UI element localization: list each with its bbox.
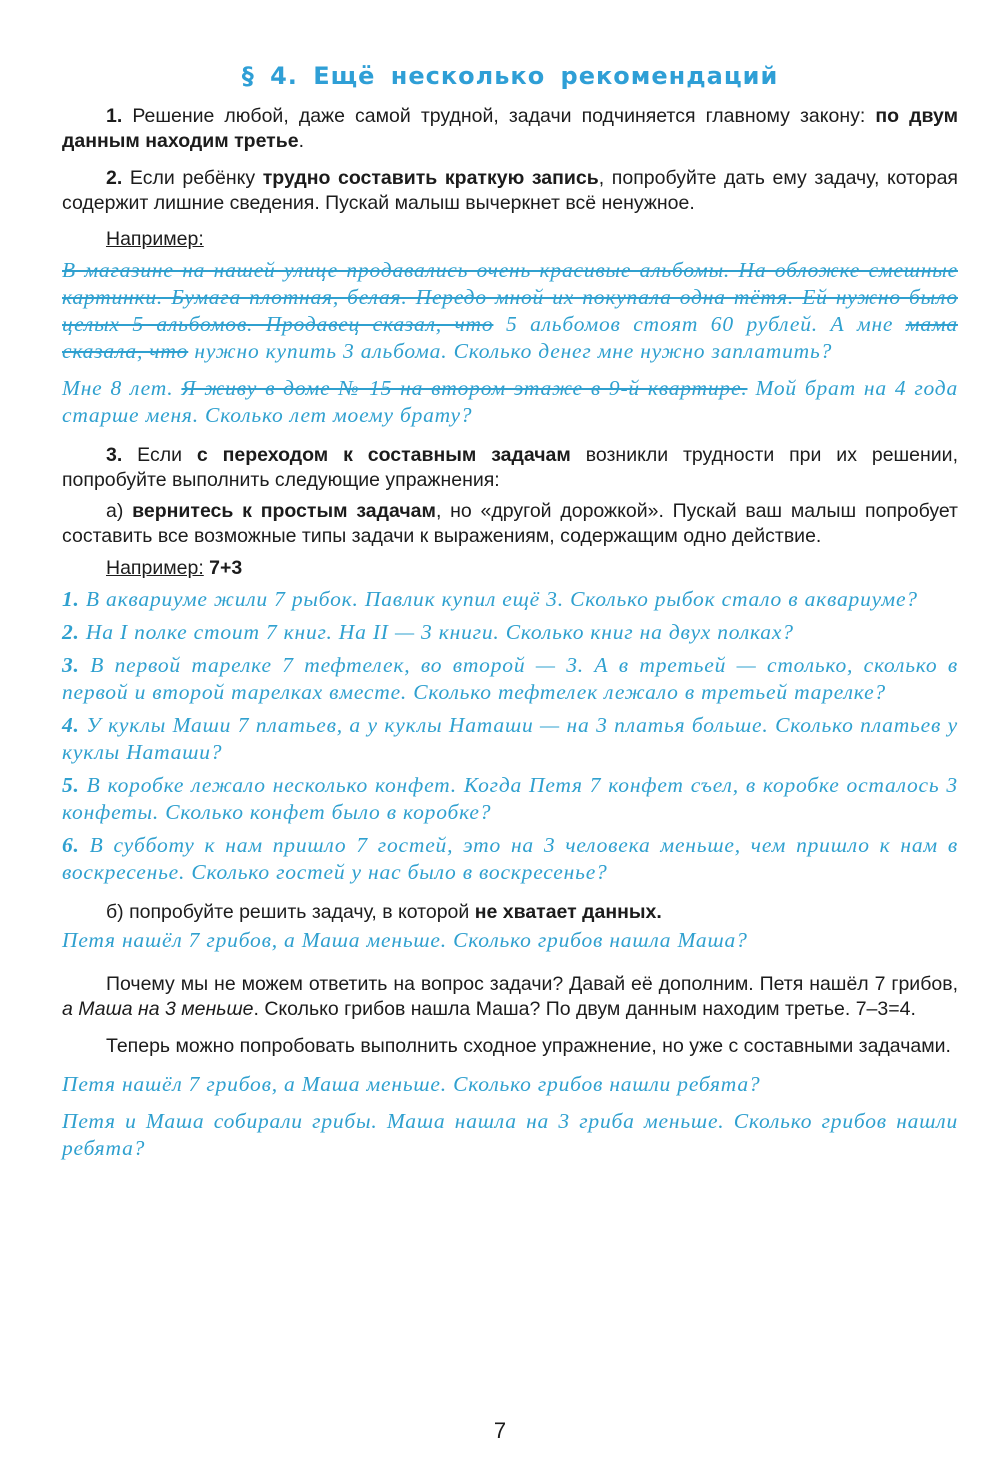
expression: 7+3 bbox=[203, 557, 243, 579]
exercise-a: а) вернитесь к простым задачам, но «другой дорожкой». Пускай ваш малыш попробует составить все возможные типы задачи к выражениям, содержащим одно действие. bbox=[62, 500, 958, 547]
example-label: Например: bbox=[106, 228, 204, 250]
recommendation-3: 3. Если с переходом к составным задачам возникли трудности при их решении, попробуйте выполнить следующие упражнения: bbox=[62, 444, 958, 491]
task-3: 3. В первой тарелке 7 тефтелек, во второй — 3. А в третьей — столько, сколько в первой и второй тарелках вместе. Сколько тефтелек лежало в третьей тарелке? bbox=[62, 653, 958, 704]
example-task-age: Мне 8 лет. Я живу в доме № 15 на втором этаже в 9-й квартире. Мой брат на 4 года старше меня. Сколько лет моему брату? bbox=[62, 376, 958, 427]
page-content bbox=[62, 62, 958, 1172]
recommendation-2: 2. Если ребёнку трудно составить краткую запись, попробуйте дать ему задачу, которая содержит лишние сведения. Пускай малыш вычеркнет всё ненужное. bbox=[62, 167, 958, 214]
struck-text: Я живу в доме № 15 на втором этаже в 9-й квартире. bbox=[181, 376, 748, 400]
task-1: 1. В аквариуме жили 7 рыбок. Павлик купил ещё 3. Сколько рыбок стало в аквариуме? bbox=[62, 587, 918, 611]
item-number: 1. bbox=[106, 105, 123, 127]
item-number: 2. bbox=[106, 167, 123, 189]
explanation-paragraph: Почему мы не можем ответить на вопрос задачи? Давай её дополним. Петя нашёл 7 грибов, а Маша на 3 меньше. Сколько грибов нашла Маша? По двум данным находим третье. 7–3=4. bbox=[62, 973, 958, 1020]
item-number: 3. bbox=[106, 444, 123, 466]
compound-task-1: Петя нашёл 7 грибов, а Маша меньше. Сколько грибов нашли ребята? bbox=[62, 1072, 761, 1096]
task-missing-data: Петя нашёл 7 грибов, а Маша меньше. Сколько грибов нашла Маша? bbox=[62, 928, 748, 952]
struck-text: В магазине на нашей улице продавались очень красивые альбомы. На обложке смешные картинки. Бумага плотная, белая. Передо мной их покупала одна тётя. Ей нужно было целых 5 альбомов. Продавец сказал, что bbox=[62, 258, 958, 336]
task-5: 5. В коробке лежало несколько конфет. Когда Петя 7 конфет съел, в коробке осталось 3 конфеты. Сколько конфет было в коробке? bbox=[62, 773, 958, 824]
example-task-extra-info: В магазине на нашей улице продавались очень красивые альбомы. На обложке смешные картинки. Бумага плотная, белая. Передо мной их покупала одна тётя. Ей нужно было целых 5 альбомов. Продавец сказал, что 5 альбомов стоят 60 рублей. А мне мама сказала, что нужно купить 3 альбома. Сколько денег мне нужно заплатить? bbox=[62, 258, 958, 363]
example-label-expression: Например: 7+3 bbox=[106, 557, 243, 579]
exercise-b: б) попробуйте решить задачу, в которой не хватает данных. bbox=[106, 901, 662, 923]
task-6: 6. В субботу к нам пришло 7 гостей, это на 3 человека меньше, чем пришло к нам в воскресенье. Сколько гостей у нас было в воскресенье? bbox=[62, 833, 958, 884]
recommendation-1: 1. Решение любой, даже самой трудной, задачи подчиняется главному закону: по двум данным находим третье. bbox=[62, 105, 959, 152]
next-step-paragraph: Теперь можно попробовать выполнить сходное упражнение, но уже с составными задачами. bbox=[106, 1035, 951, 1057]
compound-task-2: Петя и Маша собирали грибы. Маша нашла на 3 гриба меньше. Сколько грибов нашли ребята? bbox=[62, 1109, 958, 1160]
page-title: § 4. Ещё несколько рекомендаций bbox=[241, 62, 779, 90]
page-number: 7 bbox=[493, 1418, 507, 1443]
task-4: 4. У куклы Маши 7 платьев, а у куклы Наташи — на 3 платья больше. Сколько платьев у куклы Наташи? bbox=[62, 713, 958, 764]
task-2: 2. На I полке стоит 7 книг. На II — 3 книги. Сколько книг на двух полках? bbox=[62, 620, 794, 644]
struck-text: мама сказала, что bbox=[62, 312, 958, 363]
